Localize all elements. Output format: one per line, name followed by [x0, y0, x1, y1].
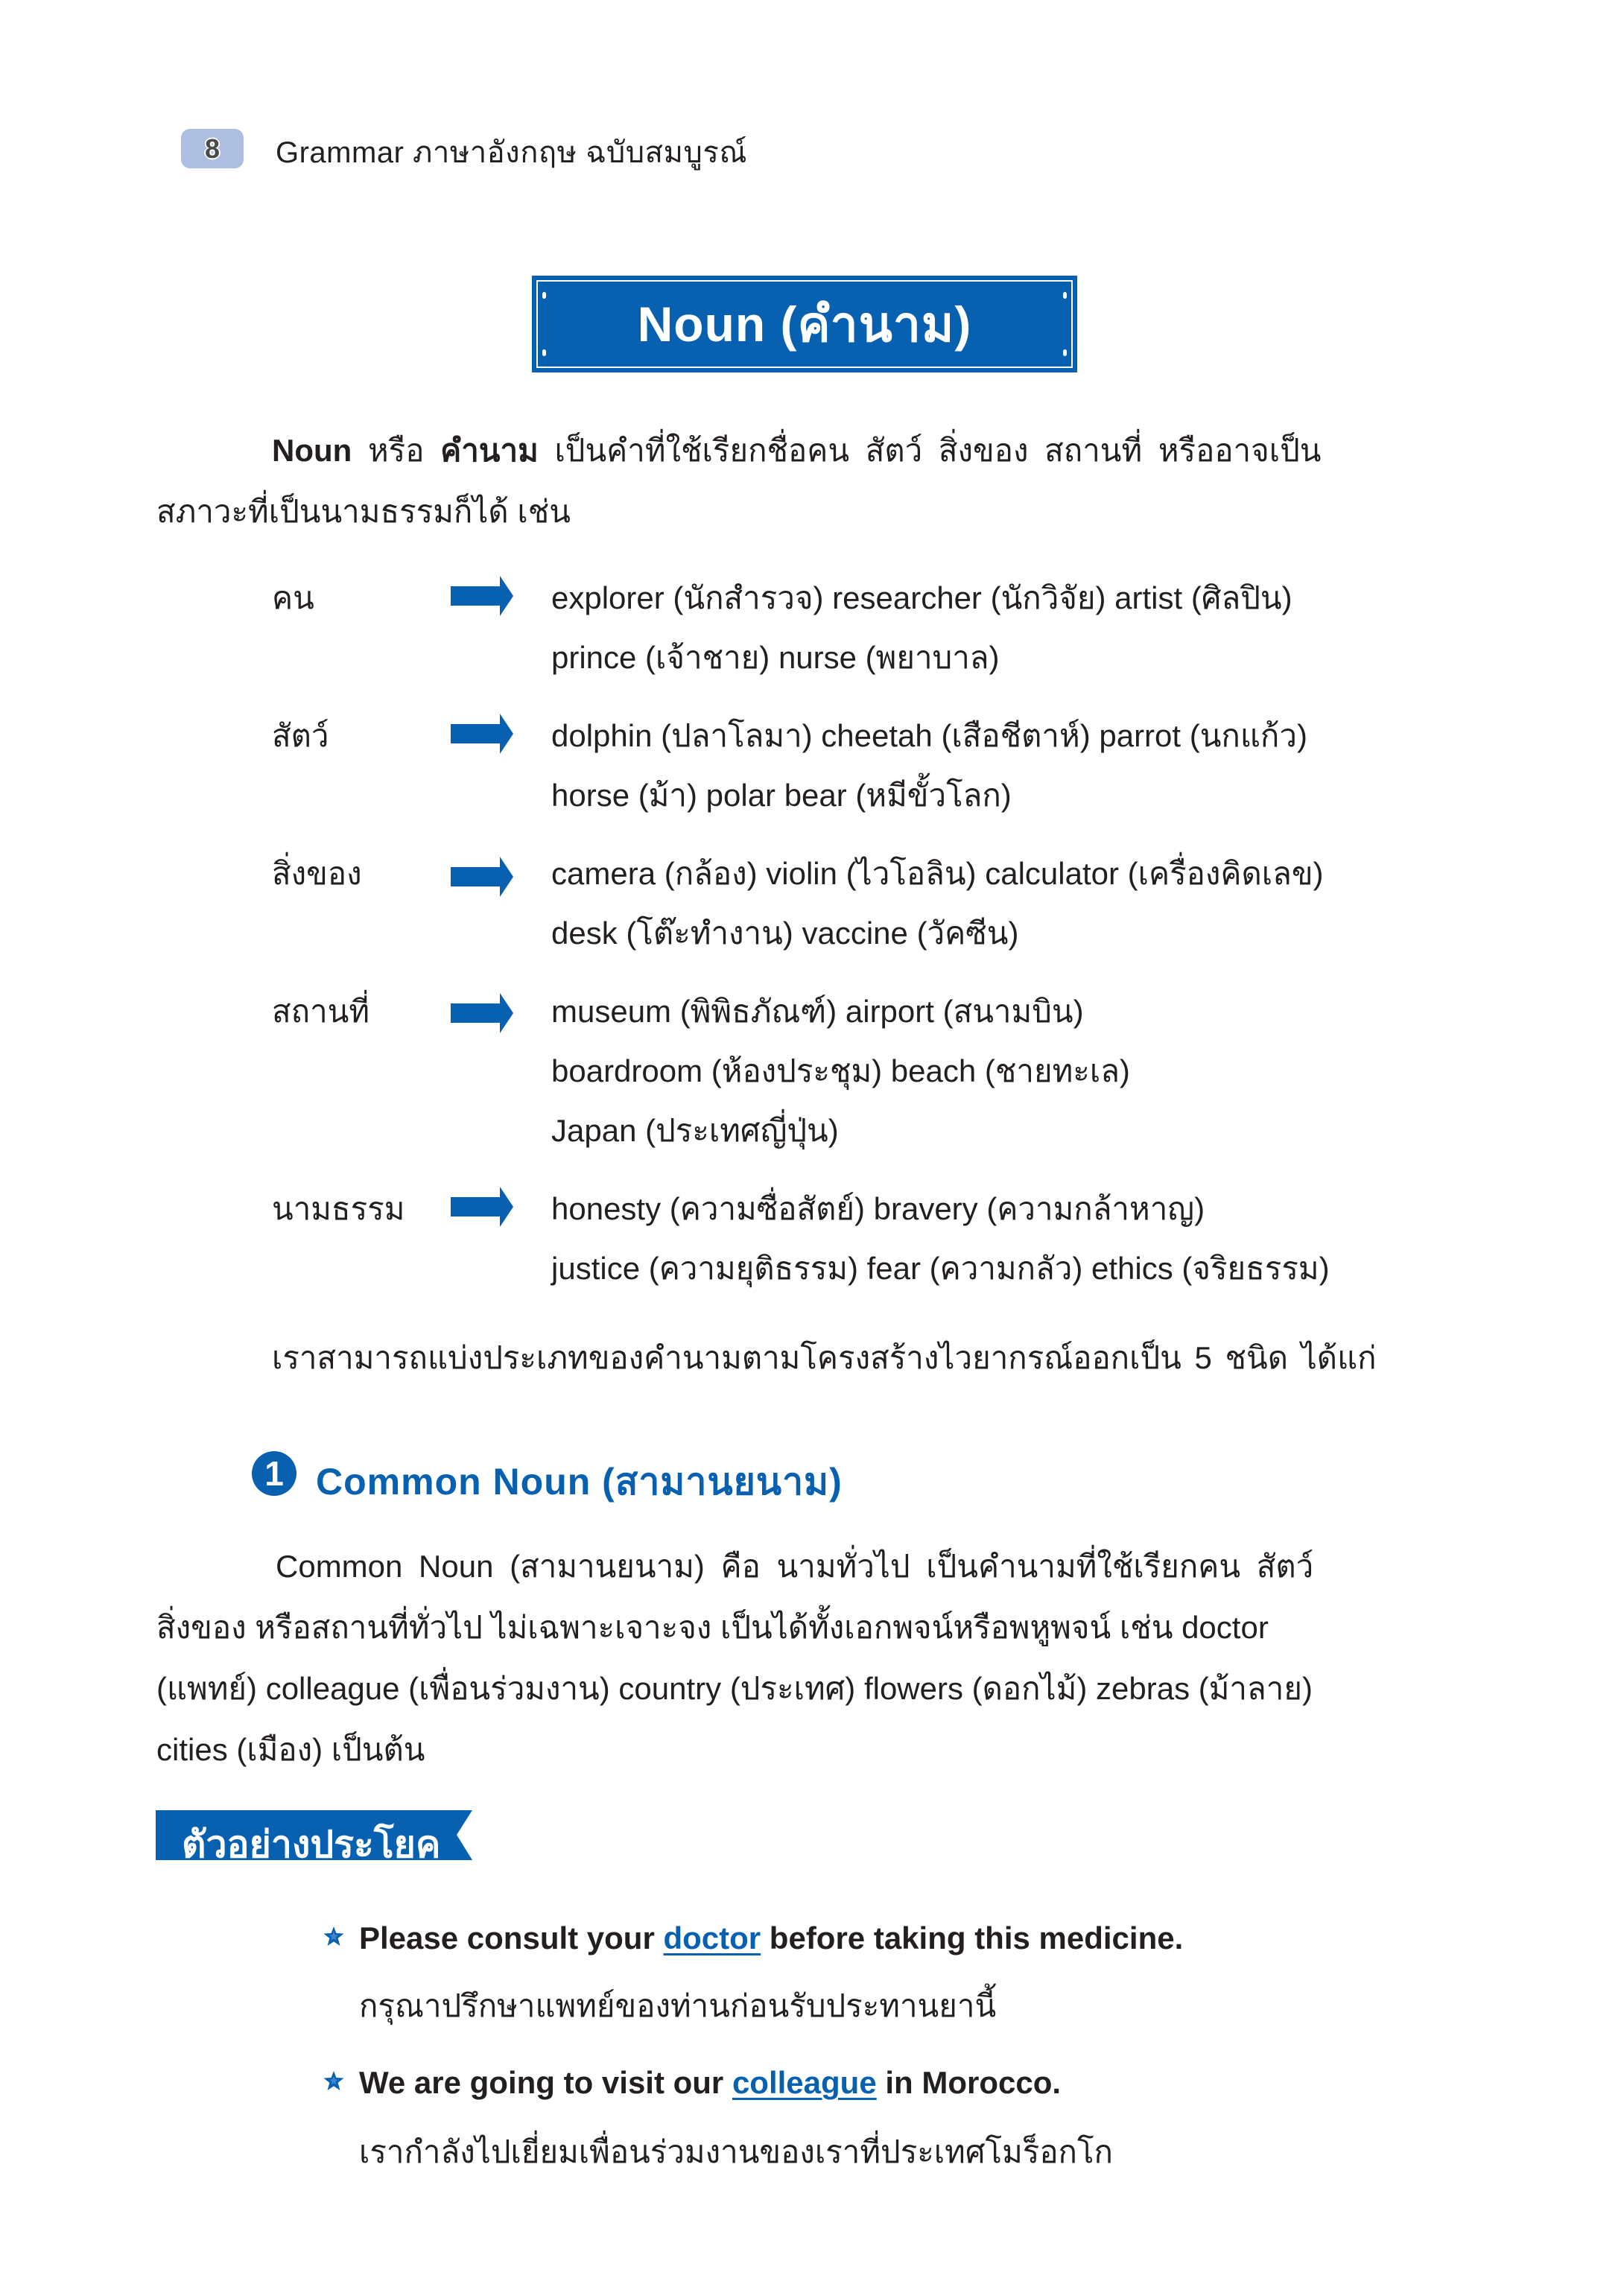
category-line: desk (โต๊ะทำงาน) vaccine (วัคซีน)	[551, 916, 1019, 951]
right-arrow-icon	[451, 576, 513, 616]
category-line: honesty (ความซื่อสัตย์) bravery (ความกล้าหาญ)	[551, 1191, 1205, 1226]
example-translation-th: เรากำลังไปเยี่ยมเพื่อนร่วมงานของเราที่ประเทศโมร็อกโก	[359, 2134, 1113, 2169]
highlighted-noun: doctor	[663, 1920, 761, 1955]
category-line: justice (ความยุติธรรม) fear (ความกลัว) ethics (จริยธรรม)	[551, 1251, 1330, 1286]
category-line: dolphin (ปลาโลมา) cheetah (เสือชีตาห์) parrot (นกแก้ว)	[551, 718, 1307, 753]
category-label-animals: สัตว์	[272, 718, 329, 753]
intro-line-1	[272, 435, 1321, 466]
intro-term-en: Noun	[272, 433, 352, 468]
category-line: boardroom (ห้องประชุม) beach (ชายทะเล)	[551, 1053, 1130, 1088]
running-title: Grammar ภาษาอังกฤษ ฉบับสมบูรณ์	[276, 136, 747, 169]
category-label-abstract: นามธรรม	[272, 1191, 405, 1226]
section-paragraph-line: (แพทย์) colleague (เพื่อนร่วมงาน) country (ประเทศ) flowers (ดอกไม้) zebras (ม้าลาย)	[156, 1671, 1313, 1706]
star-icon	[323, 2071, 344, 2090]
example-sentence-en	[359, 2065, 1061, 2101]
right-arrow-icon	[451, 1187, 513, 1227]
category-line: prince (เจ้าชาย) nurse (พยาบาล)	[551, 640, 1000, 675]
star-icon	[323, 1926, 344, 1946]
chapter-title-box	[532, 276, 1077, 372]
example-text: in Morocco.	[876, 2065, 1062, 2100]
example-text: We are going to visit our	[359, 2065, 732, 2100]
category-label-things: สิ่งของ	[272, 856, 362, 891]
right-arrow-icon	[451, 857, 513, 897]
right-arrow-icon	[451, 714, 513, 754]
section-paragraph-line: Common Noun (สามานยนาม) คือ นามทั่วไป เป็นคำนามที่ใช้เรียกคน สัตว์	[276, 1549, 1314, 1584]
right-arrow-icon	[451, 993, 513, 1033]
category-line: horse (ม้า) polar bear (หมีขั้วโลก)	[551, 778, 1012, 813]
highlighted-noun: colleague	[732, 2065, 877, 2100]
category-label-people: คน	[272, 580, 314, 615]
example-sentence-en	[359, 1920, 1183, 1956]
category-line: camera (กล้อง) violin (ไวโอลิน) calculator (เครื่องคิดเลข)	[551, 856, 1324, 891]
section-paragraph-line: cities (เมือง) เป็นต้น	[156, 1732, 425, 1767]
intro-line-2: สภาวะที่เป็นนามธรรมก็ได้ เช่น	[156, 494, 571, 529]
page-number: 8	[204, 133, 221, 164]
page-number-badge	[181, 129, 244, 168]
intro-connector: หรือ	[367, 433, 425, 468]
example-text: Please consult your	[359, 1920, 664, 1955]
category-line: museum (พิพิธภัณฑ์) airport (สนามบิน)	[551, 994, 1084, 1029]
summary-text: เราสามารถแบ่งประเภทของคำนามตามโครงสร้างไวยากรณ์ออกเป็น 5 ชนิด ได้แก่	[272, 1340, 1377, 1375]
category-line: explorer (นักสำรวจ) researcher (นักวิจัย) artist (ศิลปิน)	[551, 580, 1292, 615]
category-label-places: สถานที่	[272, 994, 370, 1029]
chapter-title: Noun (คำนาม)	[637, 296, 972, 352]
category-line: Japan (ประเทศญี่ปุ่น)	[551, 1113, 839, 1148]
section-number: 1	[264, 1454, 284, 1493]
examples-banner-label: ตัวอย่างประโยค	[182, 1824, 441, 1865]
example-translation-th: กรุณาปรึกษาแพทย์ของท่านก่อนรับประทานยานี้	[359, 1988, 997, 2023]
section-title: Common Noun (สามานยนาม)	[316, 1461, 843, 1503]
section-number-badge	[252, 1451, 296, 1496]
intro-line-1-rest: เป็นคำที่ใช้เรียกชื่อคน สัตว์ สิ่งของ สถานที่ หรืออาจเป็น	[554, 433, 1322, 468]
intro-term-th: คำนาม	[440, 433, 539, 468]
example-text: before taking this medicine.	[761, 1920, 1184, 1955]
section-paragraph-line: สิ่งของ หรือสถานที่ทั่วไป ไม่เฉพาะเจาะจง เป็นได้ทั้งเอกพจน์หรือพหูพจน์ เช่น doctor	[156, 1610, 1269, 1645]
